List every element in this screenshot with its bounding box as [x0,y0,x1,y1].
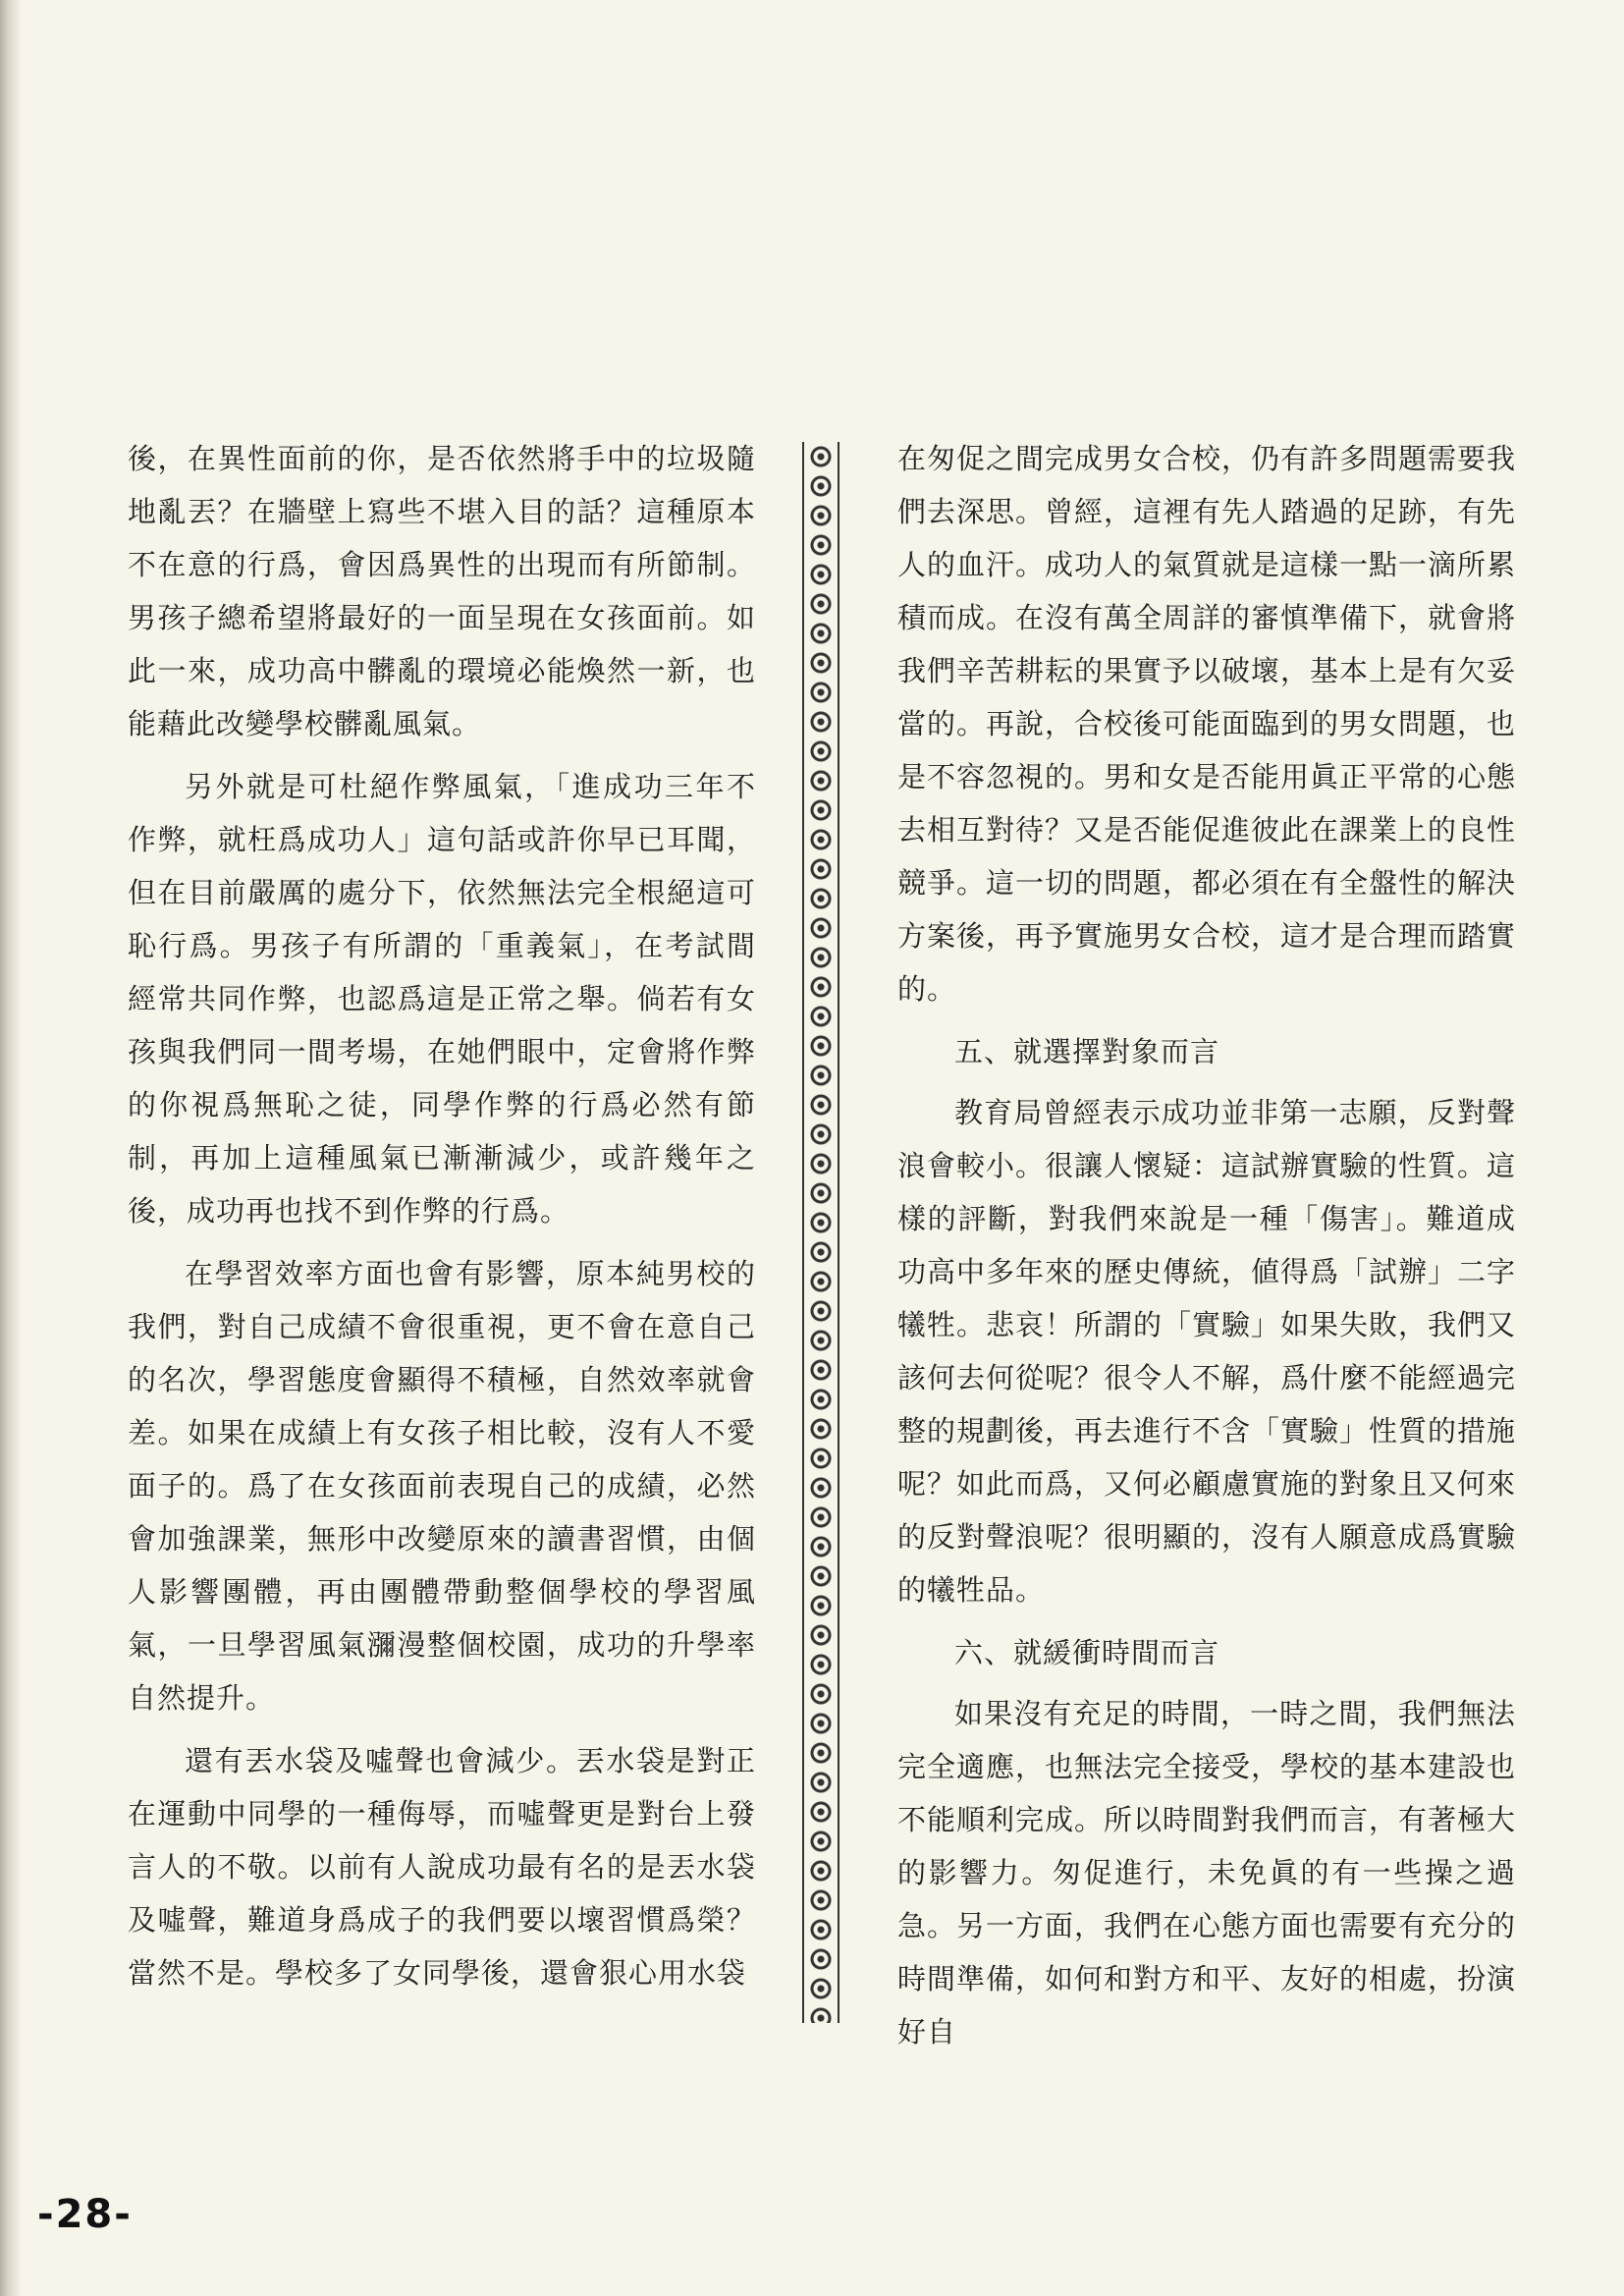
left-paragraph-4: 還有丟水袋及噓聲也會減少。丟水袋是對正在運動中同學的一種侮辱，而噓聲更是對台上發言人的不敬。以前有人說成功最有名的是丟水袋及噓聲，難道身爲成子的我們要以壞習慣爲榮？當然不是。學校多了女同學後，還會狠心用水袋 [128,1744,756,1990]
right-column [897,432,1516,2068]
left-column [128,432,756,2009]
right-paragraph-1: 在匆促之間完成男女合校，仍有許多問題需要我們去深思。曾經，這裡有先人踏過的足跡，有先人的血汗。成功人的氣質就是這樣一點一滴所累積而成。在沒有萬全周詳的審慎準備下，就會將我們辛苦耕耘的果實予以破壞，基本上是有欠妥當的。再說，合校後可能面臨到的男女問題，也是不容忽視的。男和女是否能用眞正平常的心態去相互對待？又是否能促進彼此在課業上的良性競爭。這一切的問題，都必須在有全盤性的解決方案後，再予實施男女合校，這才是合理而踏實的。 [897,442,1517,1006]
page-binding-edge [0,0,22,2296]
right-paragraph-2: 教育局曾經表示成功並非第一志願，反對聲浪會較小。很讓人懷疑：這試辦實驗的性質。這樣的評斷，對我們來說是一種「傷害」。難道成功高中多年來的歷史傳統，値得爲「試辦」二字犧牲。悲哀！所謂的「實驗」如果失敗，我們又該何去何從呢？很令人不解，爲什麼不能經過完整的規劃後，再去進行不含「實驗」性質的措施呢？如此而爲，又何必顧慮實施的對象且又何來的反對聲浪呢？很明顯的，沒有人願意成爲實驗的犧牲品。 [897,1096,1517,1607]
left-paragraph-3: 在學習效率方面也會有影響，原本純男校的我們，對自己成績不會很重視，更不會在意自己的名次，學習態度會顯得不積極，自然效率就會差。如果在成績上有女孩子相比較，沒有人不愛面子的。爲了在女孩面前表現自己的成績，必然會加強課業，無形中改變原來的讀書習慣，由個人影響團體，再由團體帶動整個學校的學習風氣，一旦學習風氣瀰漫整個校園，成功的升學率自然提升。 [128,1257,756,1715]
left-paragraph-1: 後，在異性面前的你，是否依然將手中的垃圾隨地亂丟？在牆壁上寫些不堪入目的話？這種原本不在意的行爲，會因爲異性的出現而有所節制。男孩子總希望將最好的一面呈現在女孩面前。如此一來，成功高中髒亂的環境必能煥然一新，也能藉此改變學校髒亂風氣。 [128,442,756,740]
left-paragraph-2: 另外就是可杜絕作弊風氣，「進成功三年不作弊，就枉爲成功人」這句話或許你早已耳聞，但在目前嚴厲的處分下，依然無法完全根絕這可恥行爲。男孩子有所謂的「重義氣」，在考試間經常共同作弊，也認爲這是正常之舉。倘若有女孩與我們同一間考場，在她們眼中，定會將作弊的你視爲無恥之徒，同學作弊的行爲必然有節制，再加上這種風氣已漸漸減少，或許幾年之後，成功再也找不到作弊的行爲。 [128,770,756,1228]
right-paragraph-3: 如果沒有充足的時間，一時之間，我們無法完全適應，也無法完全接受，學校的基本建設也不能順利完成。所以時間對我們而言，有著極大的影響力。匆促進行，未免眞的有一些操之過急。另一方面，我們在心態方面也需要有充分的時間準備，如何和對方和平、友好的相處，扮演好自 [897,1697,1517,2049]
section-heading-6: 六、就緩衝時間而言 [954,1636,1220,1669]
ornamental-column-divider [802,442,839,2023]
page-number: -28- [37,2192,133,2237]
section-heading-5: 五、就選擇對象而言 [954,1035,1220,1068]
